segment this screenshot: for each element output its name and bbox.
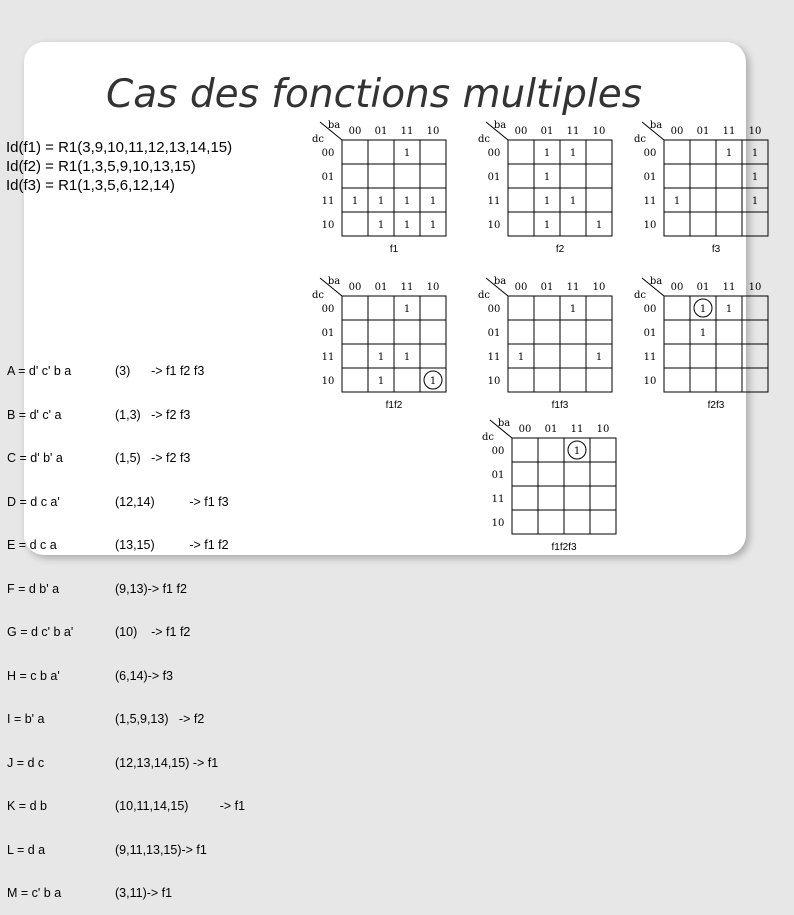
kmap-ba-label: ba — [327, 120, 341, 131]
term-item: C = d' b' a — [7, 451, 63, 465]
kmap-ba-label: ba — [649, 120, 663, 131]
kmap-name: f3 — [711, 244, 721, 255]
kmap-dc-label: dc — [633, 134, 647, 145]
kmap-col-label: 11 — [722, 282, 736, 293]
definition-f3: Id(f3) = R1(1,3,5,6,12,14) — [6, 177, 175, 194]
group-item: (1,3) -> f2 f3 — [115, 407, 191, 422]
definition-f1: Id(f1) = R1(3,9,10,11,12,13,14,15) — [6, 139, 233, 156]
kmap-ba-label: ba — [493, 276, 507, 287]
kmap-col-label: 00 — [670, 282, 684, 293]
group-item: (10,11,14,15) -> f1 — [115, 799, 246, 813]
kmap-row-label: 11 — [491, 494, 505, 505]
kmap-col-label: 01 — [544, 424, 558, 435]
kmap-col-label: 01 — [540, 282, 554, 293]
term-item: H = c b a' — [7, 668, 60, 683]
kmap-cell-value: 1 — [429, 196, 437, 207]
kmap-col-label: 10 — [596, 424, 610, 435]
kmap-cell-value: 1 — [377, 220, 385, 231]
kmap-row-label: 10 — [643, 220, 657, 231]
kmap-dc-label: dc — [633, 290, 647, 301]
kmap-cell-value: 1 — [377, 376, 385, 387]
group-item: (3) -> f1 f2 f3 — [115, 364, 205, 378]
kmap-diagram — [634, 120, 794, 265]
group-item: (6,14)-> f3 — [115, 668, 174, 683]
group-item: (12,13,14,15) -> f1 — [115, 755, 219, 770]
kmap-row-label: 11 — [643, 352, 657, 363]
term-item: L = d a — [7, 842, 46, 857]
kmap-col-label: 00 — [670, 126, 684, 137]
kmap-cell-value: 1 — [751, 148, 759, 159]
kmap-name: f2 — [555, 244, 565, 255]
kmap-col-label: 11 — [400, 282, 414, 293]
kmap-dc-label: dc — [477, 134, 491, 145]
kmap-f1f3 — [478, 276, 638, 421]
kmap-f1f2 — [312, 276, 472, 421]
kmap-row-label: 10 — [491, 518, 505, 529]
kmap-col-label: 10 — [748, 126, 762, 137]
kmap-ba-label: ba — [649, 276, 663, 287]
kmap-col-label: 11 — [570, 424, 584, 435]
kmap-row-label: 11 — [487, 196, 501, 207]
kmap-name: f1f2 — [385, 400, 403, 411]
kmap-col-label: 11 — [566, 126, 580, 137]
kmap-cell-value: 1 — [673, 196, 681, 207]
kmap-row-label: 00 — [491, 446, 505, 457]
kmap-cell-value: 1 — [429, 220, 437, 231]
kmap-col-label: 11 — [722, 126, 736, 137]
kmap-row-label: 00 — [487, 148, 501, 159]
kmap-dc-label: dc — [477, 290, 491, 301]
kmap-cell-value: 1 — [429, 376, 437, 387]
kmap-cell-value: 1 — [403, 148, 411, 159]
kmap-cell-value: 1 — [543, 220, 551, 231]
kmap-cell-value: 1 — [699, 304, 707, 315]
kmap-row-label: 01 — [321, 172, 335, 183]
kmap-col-label: 01 — [696, 126, 710, 137]
kmap-col-label: 10 — [592, 282, 606, 293]
function-definitions — [6, 138, 232, 195]
implicant-terms — [7, 335, 73, 915]
kmap-dc-label: dc — [481, 432, 495, 443]
group-item: (10) -> f1 f2 — [115, 625, 191, 639]
kmap-row-label: 10 — [321, 376, 335, 387]
term-item: A = d' c' b a — [7, 364, 72, 378]
kmap-col-label: 10 — [426, 126, 440, 137]
kmap-row-label: 11 — [321, 196, 335, 207]
kmap-diagram — [312, 276, 472, 421]
kmap-col-label: 00 — [514, 126, 528, 137]
kmap-cell-value: 1 — [595, 352, 603, 363]
kmap-row-label: 01 — [487, 328, 501, 339]
implicant-groups — [115, 335, 245, 915]
kmap-name: f1f3 — [551, 400, 569, 411]
kmap-diagram — [482, 418, 642, 563]
kmap-cell-value: 1 — [403, 352, 411, 363]
kmap-cell-value: 1 — [377, 196, 385, 207]
kmap-cell-value: 1 — [751, 196, 759, 207]
kmap-col-label: 00 — [348, 282, 362, 293]
kmap-row-label: 10 — [643, 376, 657, 387]
kmap-name: f2f3 — [707, 400, 725, 411]
kmap-row-label: 00 — [321, 304, 335, 315]
kmap-f1 — [312, 120, 472, 265]
kmap-cell-value: 1 — [725, 304, 733, 315]
group-item: (3,11)-> f1 — [115, 886, 173, 900]
kmap-f1f2f3 — [482, 418, 642, 563]
kmap-cell-value: 1 — [517, 352, 525, 363]
kmap-col-label: 10 — [748, 282, 762, 293]
kmap-row-label: 01 — [643, 328, 657, 339]
kmap-diagram — [478, 276, 638, 421]
kmap-col-label: 11 — [566, 282, 580, 293]
kmap-row-label: 01 — [491, 470, 505, 481]
kmap-dc-label: dc — [311, 134, 325, 145]
kmap-dc-label: dc — [311, 290, 325, 301]
kmap-row-label: 00 — [487, 304, 501, 315]
kmap-cell-value: 1 — [725, 148, 733, 159]
term-item: D = d c a' — [7, 494, 60, 509]
kmap-cell-value: 1 — [403, 304, 411, 315]
group-item: (9,11,13,15)-> f1 — [115, 842, 207, 857]
kmap-col-label: 00 — [518, 424, 532, 435]
kmap-row-label: 11 — [487, 352, 501, 363]
kmap-row-label: 00 — [643, 148, 657, 159]
kmap-cell-value: 1 — [543, 196, 551, 207]
kmap-col-label: 10 — [592, 126, 606, 137]
slide-title: Cas des fonctions multiples — [106, 72, 643, 117]
group-item: (12,14) -> f1 f3 — [115, 494, 229, 509]
kmap-f2f3 — [634, 276, 794, 421]
term-item: J = d c — [7, 755, 45, 770]
kmap-diagram — [634, 276, 794, 421]
term-item: F = d b' a — [7, 581, 60, 596]
kmap-row-label: 01 — [321, 328, 335, 339]
group-item: (1,5) -> f2 f3 — [115, 451, 191, 465]
kmap-f3 — [634, 120, 794, 265]
kmap-cell-value: 1 — [403, 196, 411, 207]
kmap-cell-value: 1 — [377, 352, 385, 363]
kmap-diagram — [478, 120, 638, 265]
kmap-col-label: 11 — [400, 126, 414, 137]
term-item: I = b' a — [7, 712, 45, 726]
kmap-cell-value: 1 — [569, 196, 577, 207]
kmap-col-label: 10 — [426, 282, 440, 293]
kmap-row-label: 10 — [487, 220, 501, 231]
kmap-cell-value: 1 — [595, 220, 603, 231]
group-item: (1,5,9,13) -> f2 — [115, 712, 205, 726]
term-item: K = d b — [7, 799, 47, 813]
term-item: M = c' b a — [7, 886, 62, 900]
group-item: (13,15) -> f1 f2 — [115, 538, 229, 552]
kmap-ba-label: ba — [497, 418, 511, 429]
kmap-col-label: 01 — [374, 282, 388, 293]
term-item: B = d' c' a — [7, 407, 62, 422]
kmap-diagram — [312, 120, 472, 265]
kmap-ba-label: ba — [493, 120, 507, 131]
term-item: E = d c a — [7, 538, 57, 552]
term-item: G = d c' b a' — [7, 625, 74, 639]
kmap-row-label: 01 — [643, 172, 657, 183]
kmap-col-label: 00 — [348, 126, 362, 137]
kmap-col-label: 00 — [514, 282, 528, 293]
kmap-cell-value: 1 — [751, 172, 759, 183]
kmap-row-label: 00 — [321, 148, 335, 159]
kmap-row-label: 11 — [321, 352, 335, 363]
kmap-row-label: 00 — [643, 304, 657, 315]
kmap-name: f1f2f3 — [551, 542, 577, 553]
kmap-cell-value: 1 — [403, 220, 411, 231]
kmap-row-label: 10 — [321, 220, 335, 231]
kmap-f2 — [478, 120, 638, 265]
kmap-col-label: 01 — [540, 126, 554, 137]
kmap-cell-value: 1 — [573, 446, 581, 457]
kmap-cell-value: 1 — [699, 328, 707, 339]
kmap-cell-value: 1 — [543, 148, 551, 159]
kmap-col-label: 01 — [374, 126, 388, 137]
kmap-cell-value: 1 — [351, 196, 359, 207]
kmap-cell-value: 1 — [569, 304, 577, 315]
kmap-row-label: 11 — [643, 196, 657, 207]
definition-f2: Id(f2) = R1(1,3,5,9,10,13,15) — [6, 158, 196, 175]
kmap-col-label: 01 — [696, 282, 710, 293]
kmap-row-label: 01 — [487, 172, 501, 183]
group-item: (9,13)-> f1 f2 — [115, 581, 187, 596]
kmap-cell-value: 1 — [569, 148, 577, 159]
kmap-cell-value: 1 — [543, 172, 551, 183]
kmap-ba-label: ba — [327, 276, 341, 287]
kmap-name: f1 — [389, 244, 399, 255]
kmap-row-label: 10 — [487, 376, 501, 387]
